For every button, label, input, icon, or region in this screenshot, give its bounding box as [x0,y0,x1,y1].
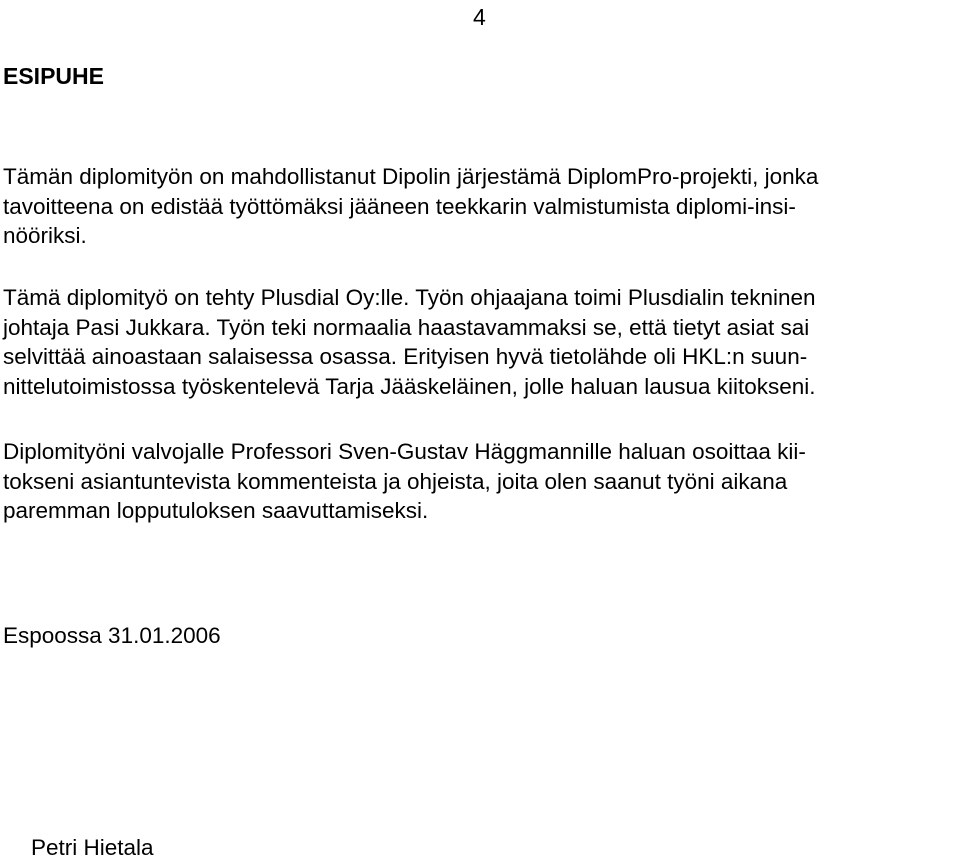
paragraph-line: tokseni asiantuntevista kommenteista ja ohjeista, joita olen saanut työni aikana [3,468,788,494]
signature-name: Petri Hietala [31,835,154,860]
paragraph-thanks [3,283,960,401]
place-date: Espoossa 31.01.2006 [3,623,221,648]
paragraph-line: paremman lopputuloksen saavuttamiseksi. [3,498,429,523]
page-title: ESIPUHE [3,63,104,89]
paragraph-line: selvittää ainoastaan salaisessa osassa. Erityisen hyvä tietolähde oli HKL:n suun- [3,344,808,369]
paragraph-supervisor [3,437,960,526]
paragraph-line: Tämän diplomityön on mahdollistanut Dipolin järjestämä DiplomPro-projekti, jonka [3,164,819,189]
paragraph-intro [3,162,960,251]
paragraph-line: tavoitteena on edistää työttömäksi jääneen teekkarin valmistumista diplomi-insi- [3,193,796,219]
paragraph-line: Diplomityöni valvojalle Professori Sven-Gustav Häggmannille haluan osoittaa kii- [3,439,806,464]
paragraph-line: nittelutoimistossa työskentelevä Tarja Jääskeläinen, jolle haluan lausua kiitokseni. [3,373,816,399]
paragraph-line: nööriksi. [3,223,87,248]
paragraph-line: Tämä diplomityö on tehty Plusdial Oy:lle. Työn ohjaajana toimi Plusdialin tekninen [3,285,816,310]
page-number: 4 [473,4,486,30]
paragraph-line: johtaja Pasi Jukkara. Työn teki normaalia haastavammaksi se, että tietyt asiat sai [3,314,810,340]
